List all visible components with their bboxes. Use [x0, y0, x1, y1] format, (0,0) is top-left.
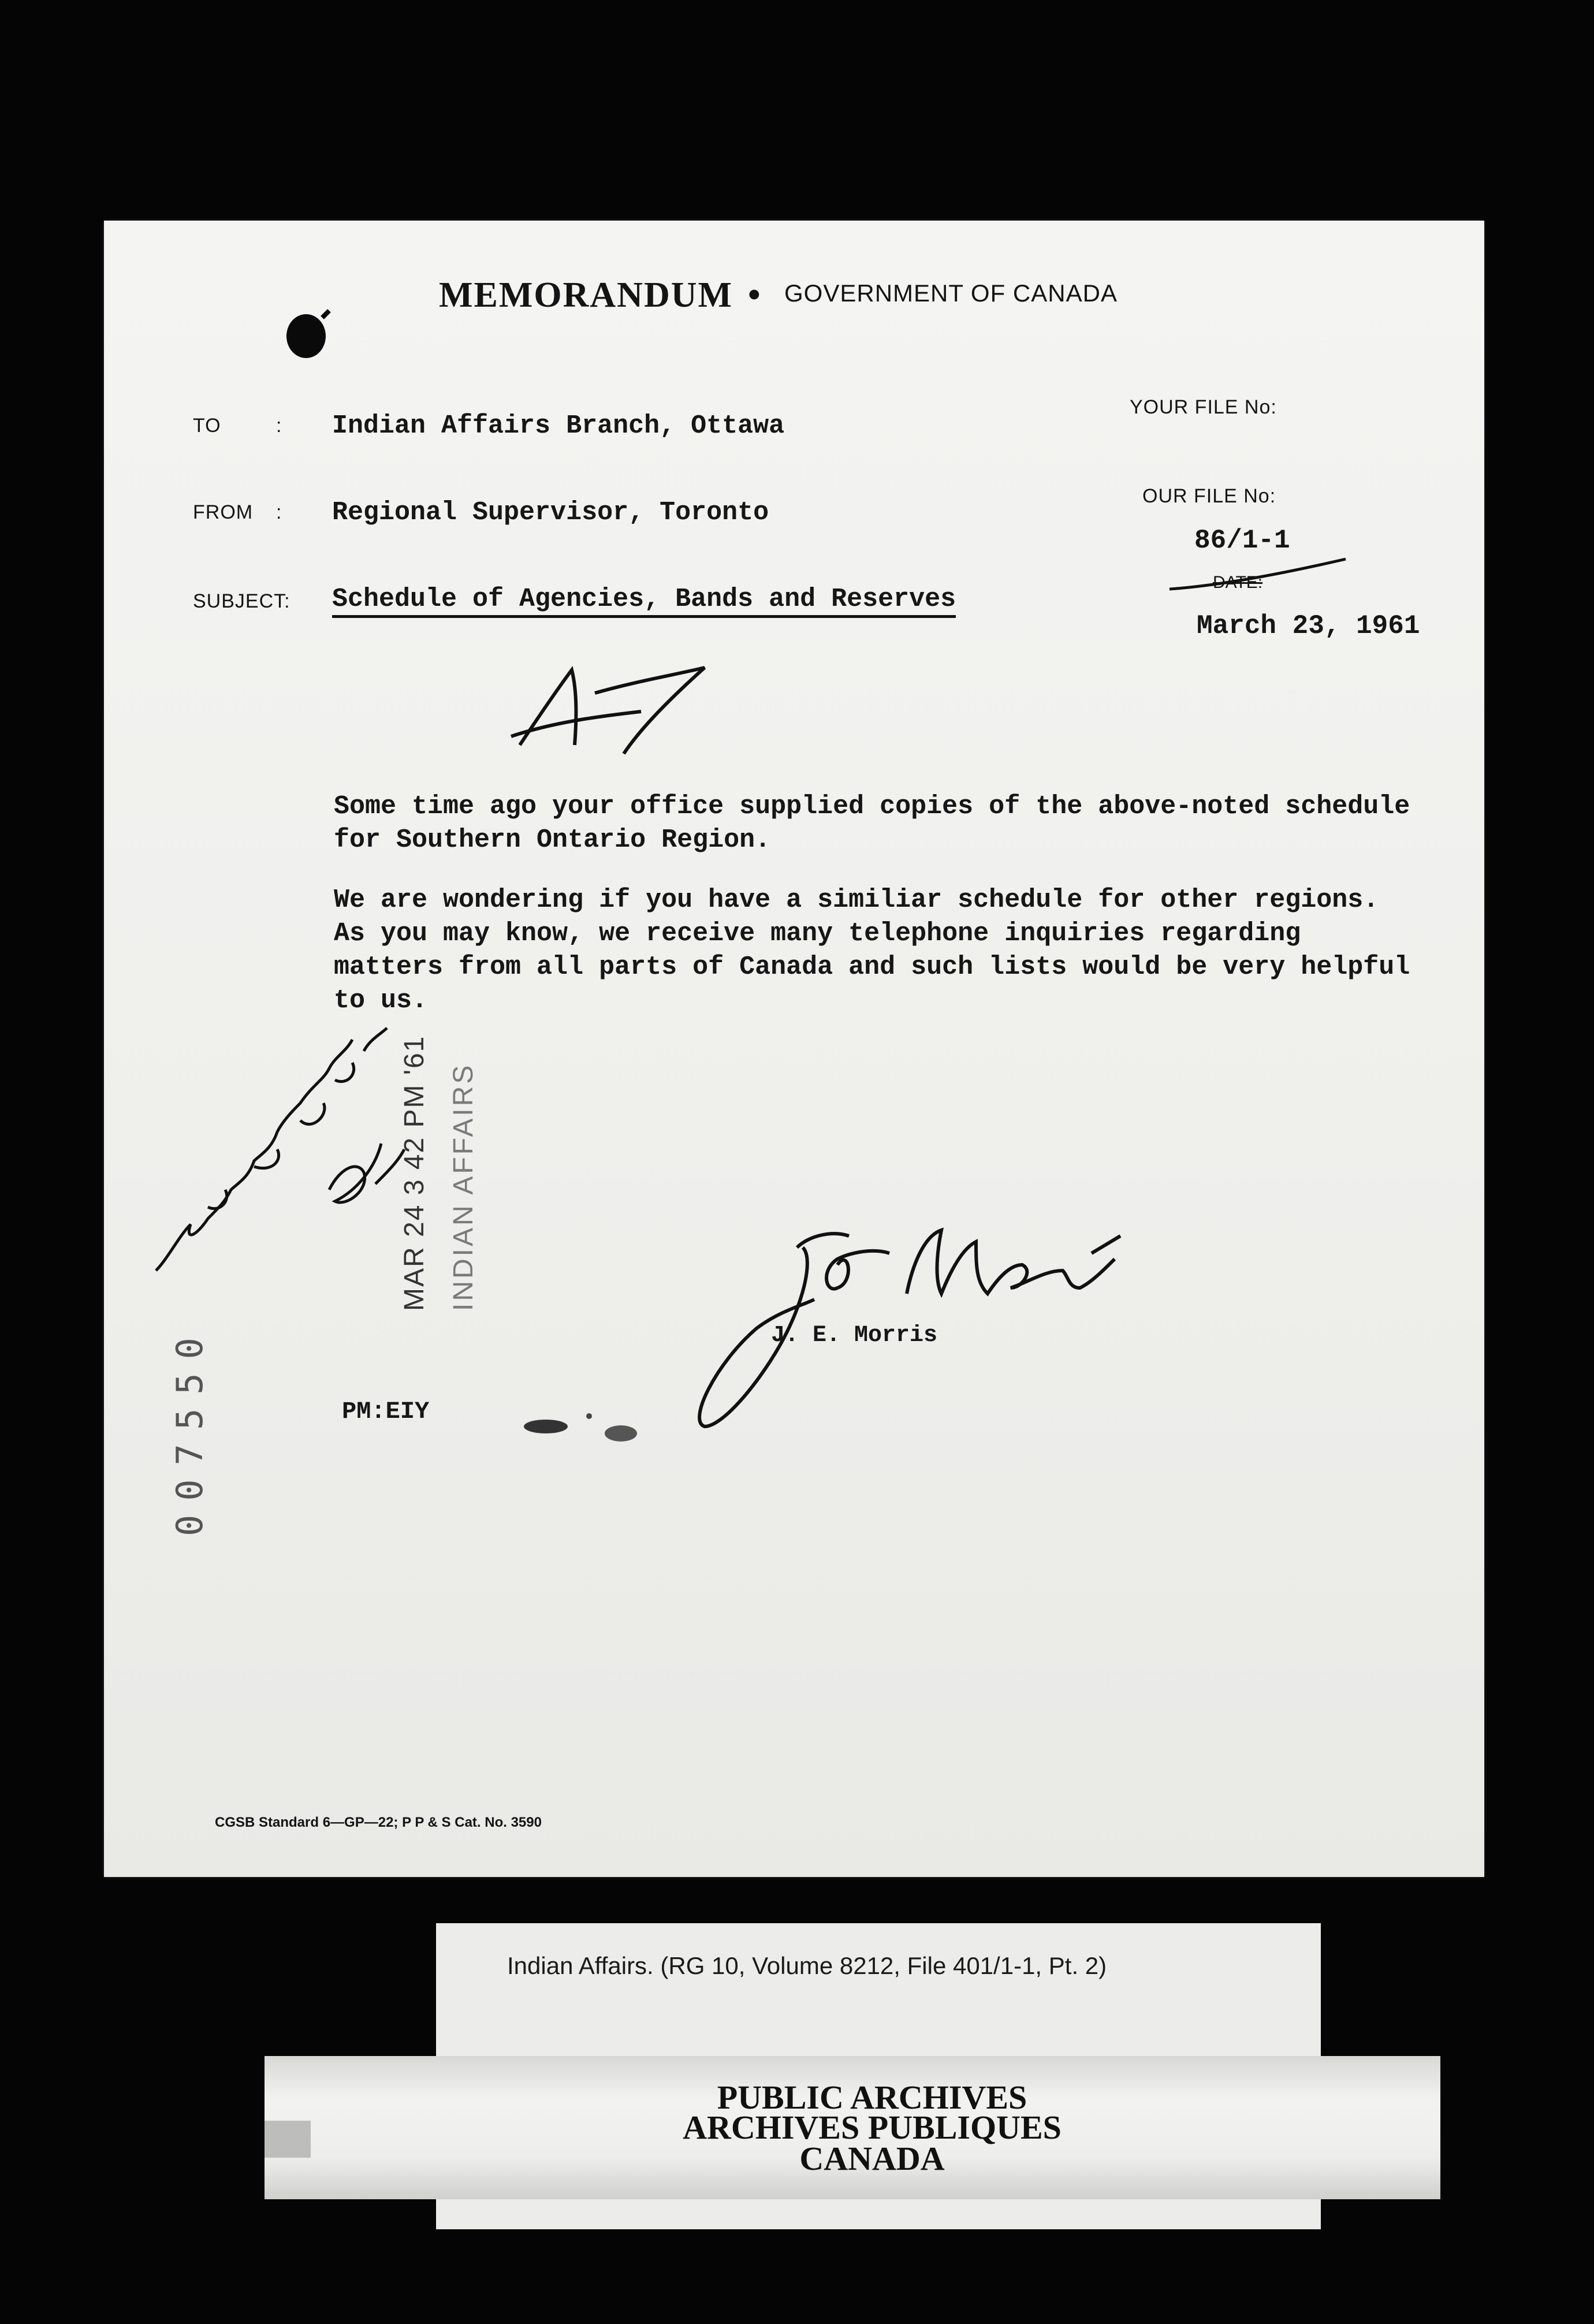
to-colon: : — [276, 415, 282, 437]
our-file-value: 86/1-1 — [1194, 526, 1290, 556]
archives-band-edge — [265, 2121, 311, 2158]
archives-label-english: PUBLIC ARCHIVES — [717, 2079, 1027, 2116]
ink-smudge — [520, 1409, 647, 1450]
body-paragraph-2: We are wondering if you have a similiar schedule for other regions. As you may know, we receive many telephone inquiries regarding matters from all parts of Canada and such lists would be very helpful to us. — [334, 885, 1410, 1015]
department-stamp: INDIAN AFFAIRS — [448, 1063, 479, 1311]
from-colon: : — [276, 501, 282, 523]
handwritten-file-mark — [508, 658, 716, 762]
archives-label-french: ARCHIVES PUBLIQUES — [683, 2109, 1062, 2146]
memo-title: MEMORANDUM — [439, 275, 733, 315]
date-label: DATE: — [1213, 573, 1263, 592]
subject-value: Schedule of Agencies, Bands and Reserves — [332, 584, 956, 618]
punch-hole-mark — [271, 300, 341, 364]
handwritten-margin-note — [139, 1016, 416, 1282]
subject-label: SUBJECT: — [193, 590, 291, 612]
from-label: FROM — [193, 501, 254, 523]
to-value: Indian Affairs Branch, Ottawa — [332, 411, 785, 441]
archives-label-country: CANADA — [799, 2140, 945, 2177]
reference-initials: PM:EIY — [342, 1398, 430, 1425]
date-value: March 23, 1961 — [1197, 611, 1420, 641]
signed-name: J. E. Morris — [771, 1323, 938, 1349]
serial-number: 007550 — [169, 1324, 211, 1536]
form-code: CGSB Standard 6—GP—22; P P & S Cat. No. 3590 — [215, 1815, 542, 1830]
date-strike-line — [1167, 554, 1351, 595]
body-paragraph-1: Some time ago your office supplied copies of the above-noted schedule for Southern Ontario Region. — [334, 792, 1410, 855]
title-bullet: • — [748, 275, 761, 315]
received-date-stamp: MAR 24 3 42 PM '61 — [399, 1035, 430, 1311]
to-label: TO — [193, 415, 221, 437]
your-file-label: YOUR FILE No: — [1130, 396, 1277, 418]
our-file-label: OUR FILE No: — [1142, 485, 1276, 507]
from-value: Regional Supervisor, Toronto — [332, 498, 769, 527]
archive-reference: Indian Affairs. (RG 10, Volume 8212, File 401/1-1, Pt. 2) — [507, 1952, 1107, 1979]
government-heading: GOVERNMENT OF CANADA — [784, 280, 1118, 307]
